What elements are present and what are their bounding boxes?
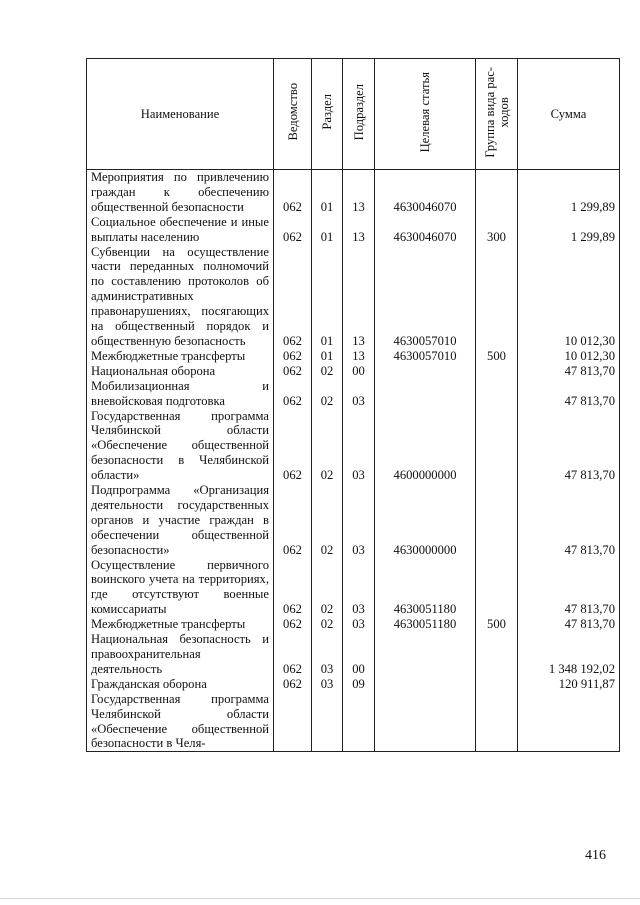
header-dept: Ведомство: [274, 59, 312, 170]
cell-section: 01: [312, 349, 343, 364]
cell-dept: 062: [274, 349, 312, 364]
cell-target: 4630046070: [375, 170, 476, 215]
cell-target: 4630057010: [375, 245, 476, 349]
table-row: [87, 409, 620, 484]
cell-target: [375, 692, 476, 752]
cell-subsection: 00: [343, 632, 375, 677]
cell-name: Национальная безопасность и правоохранительная деятельность: [87, 632, 274, 677]
cell-section: 03: [312, 677, 343, 692]
cell-section: 02: [312, 379, 343, 409]
cell-section: 01: [312, 215, 343, 245]
bottom-rule: [0, 898, 640, 899]
cell-subsection: 03: [343, 558, 375, 618]
header-name: Наименование: [87, 59, 274, 170]
cell-group: [476, 379, 518, 409]
cell-name: Мобилизационная и вневойсковая подготовка: [87, 379, 274, 409]
cell-group: [476, 364, 518, 379]
cell-dept: 062: [274, 483, 312, 558]
cell-sum: 10 012,30: [518, 349, 620, 364]
cell-sum: 1 299,89: [518, 215, 620, 245]
cell-dept: 062: [274, 170, 312, 215]
cell-dept: 062: [274, 617, 312, 632]
cell-section: 02: [312, 558, 343, 618]
table-row: [87, 215, 620, 245]
table-row: [87, 692, 620, 752]
cell-target: [375, 677, 476, 692]
cell-subsection: 13: [343, 245, 375, 349]
table-row: [87, 245, 620, 349]
cell-section: 01: [312, 170, 343, 215]
cell-dept: 062: [274, 245, 312, 349]
cell-name: Осуществление первичного воинского учета на территориях, где отсутствуют военные комиссариаты: [87, 558, 274, 618]
cell-subsection: 13: [343, 170, 375, 215]
cell-name: Субвенции на осуществление части переданных полномочий по составлению протоколов об административных правонарушениях, посягающих на общественный порядок и общественную безопасность: [87, 245, 274, 349]
header-section: Раздел: [312, 59, 343, 170]
cell-group: [476, 692, 518, 752]
table-row: [87, 617, 620, 632]
cell-group: 500: [476, 617, 518, 632]
cell-group: [476, 677, 518, 692]
cell-group: [476, 632, 518, 677]
cell-target: 4630051180: [375, 558, 476, 618]
cell-subsection: [343, 692, 375, 752]
header-group: Группа вида рас- ходов: [476, 59, 518, 170]
cell-target: [375, 379, 476, 409]
cell-subsection: 00: [343, 364, 375, 379]
cell-sum: 47 813,70: [518, 617, 620, 632]
cell-subsection: 03: [343, 483, 375, 558]
cell-section: [312, 692, 343, 752]
cell-subsection: 03: [343, 409, 375, 484]
cell-dept: 062: [274, 215, 312, 245]
cell-dept: 062: [274, 677, 312, 692]
table-row: [87, 364, 620, 379]
cell-group: 300: [476, 215, 518, 245]
cell-sum: 1 299,89: [518, 170, 620, 215]
table-row: [87, 379, 620, 409]
budget-table: [86, 58, 620, 752]
cell-group: 500: [476, 349, 518, 364]
table-row: [87, 170, 620, 215]
cell-name: Государственная программа Челябинской области «Обеспечение общественной безопасности в Челя-: [87, 692, 274, 752]
cell-dept: 062: [274, 364, 312, 379]
cell-name: Подпрограмма «Организация деятельности государственных органов и участие граждан в обеспечении общественной безопасности»: [87, 483, 274, 558]
cell-sum: 1 348 192,02: [518, 632, 620, 677]
cell-sum: 120 911,87: [518, 677, 620, 692]
table-row: [87, 677, 620, 692]
cell-group: [476, 558, 518, 618]
cell-target: 4630046070: [375, 215, 476, 245]
cell-group: [476, 483, 518, 558]
cell-target: 4630051180: [375, 617, 476, 632]
header-target: Целевая статья: [375, 59, 476, 170]
table-header-row: [87, 59, 620, 170]
cell-target: 4630000000: [375, 483, 476, 558]
header-sum: Сумма: [518, 59, 620, 170]
cell-section: 02: [312, 409, 343, 484]
cell-dept: [274, 692, 312, 752]
cell-subsection: 03: [343, 617, 375, 632]
cell-name: Государственная программа Челябинской области «Обеспечение общественной безопасности в Челябинской области»: [87, 409, 274, 484]
header-subsection: Подраздел: [343, 59, 375, 170]
table-row: [87, 483, 620, 558]
cell-name: Межбюджетные трансферты: [87, 617, 274, 632]
cell-dept: 062: [274, 632, 312, 677]
cell-group: [476, 409, 518, 484]
cell-subsection: 13: [343, 215, 375, 245]
cell-name: Гражданская оборона: [87, 677, 274, 692]
cell-sum: [518, 692, 620, 752]
cell-group: [476, 245, 518, 349]
cell-name: Национальная оборона: [87, 364, 274, 379]
cell-group: [476, 170, 518, 215]
cell-sum: 47 813,70: [518, 364, 620, 379]
cell-sum: 10 012,30: [518, 245, 620, 349]
cell-target: [375, 632, 476, 677]
cell-section: 03: [312, 632, 343, 677]
cell-sum: 47 813,70: [518, 558, 620, 618]
cell-subsection: 03: [343, 379, 375, 409]
cell-name: Мероприятия по привлечению граждан к обеспечению общественной безопасности: [87, 170, 274, 215]
cell-name: Межбюджетные трансферты: [87, 349, 274, 364]
cell-section: 02: [312, 483, 343, 558]
table-row: [87, 349, 620, 364]
cell-subsection: 13: [343, 349, 375, 364]
cell-subsection: 09: [343, 677, 375, 692]
cell-section: 02: [312, 617, 343, 632]
cell-target: 4630057010: [375, 349, 476, 364]
cell-sum: 47 813,70: [518, 483, 620, 558]
cell-sum: 47 813,70: [518, 409, 620, 484]
cell-target: 4600000000: [375, 409, 476, 484]
cell-name: Социальное обеспечение и иные выплаты населению: [87, 215, 274, 245]
cell-dept: 062: [274, 558, 312, 618]
cell-sum: 47 813,70: [518, 379, 620, 409]
table-row: [87, 558, 620, 618]
page-number: 416: [585, 848, 606, 863]
cell-section: 01: [312, 245, 343, 349]
cell-dept: 062: [274, 409, 312, 484]
table-row: [87, 632, 620, 677]
cell-target: [375, 364, 476, 379]
cell-section: 02: [312, 364, 343, 379]
cell-dept: 062: [274, 379, 312, 409]
